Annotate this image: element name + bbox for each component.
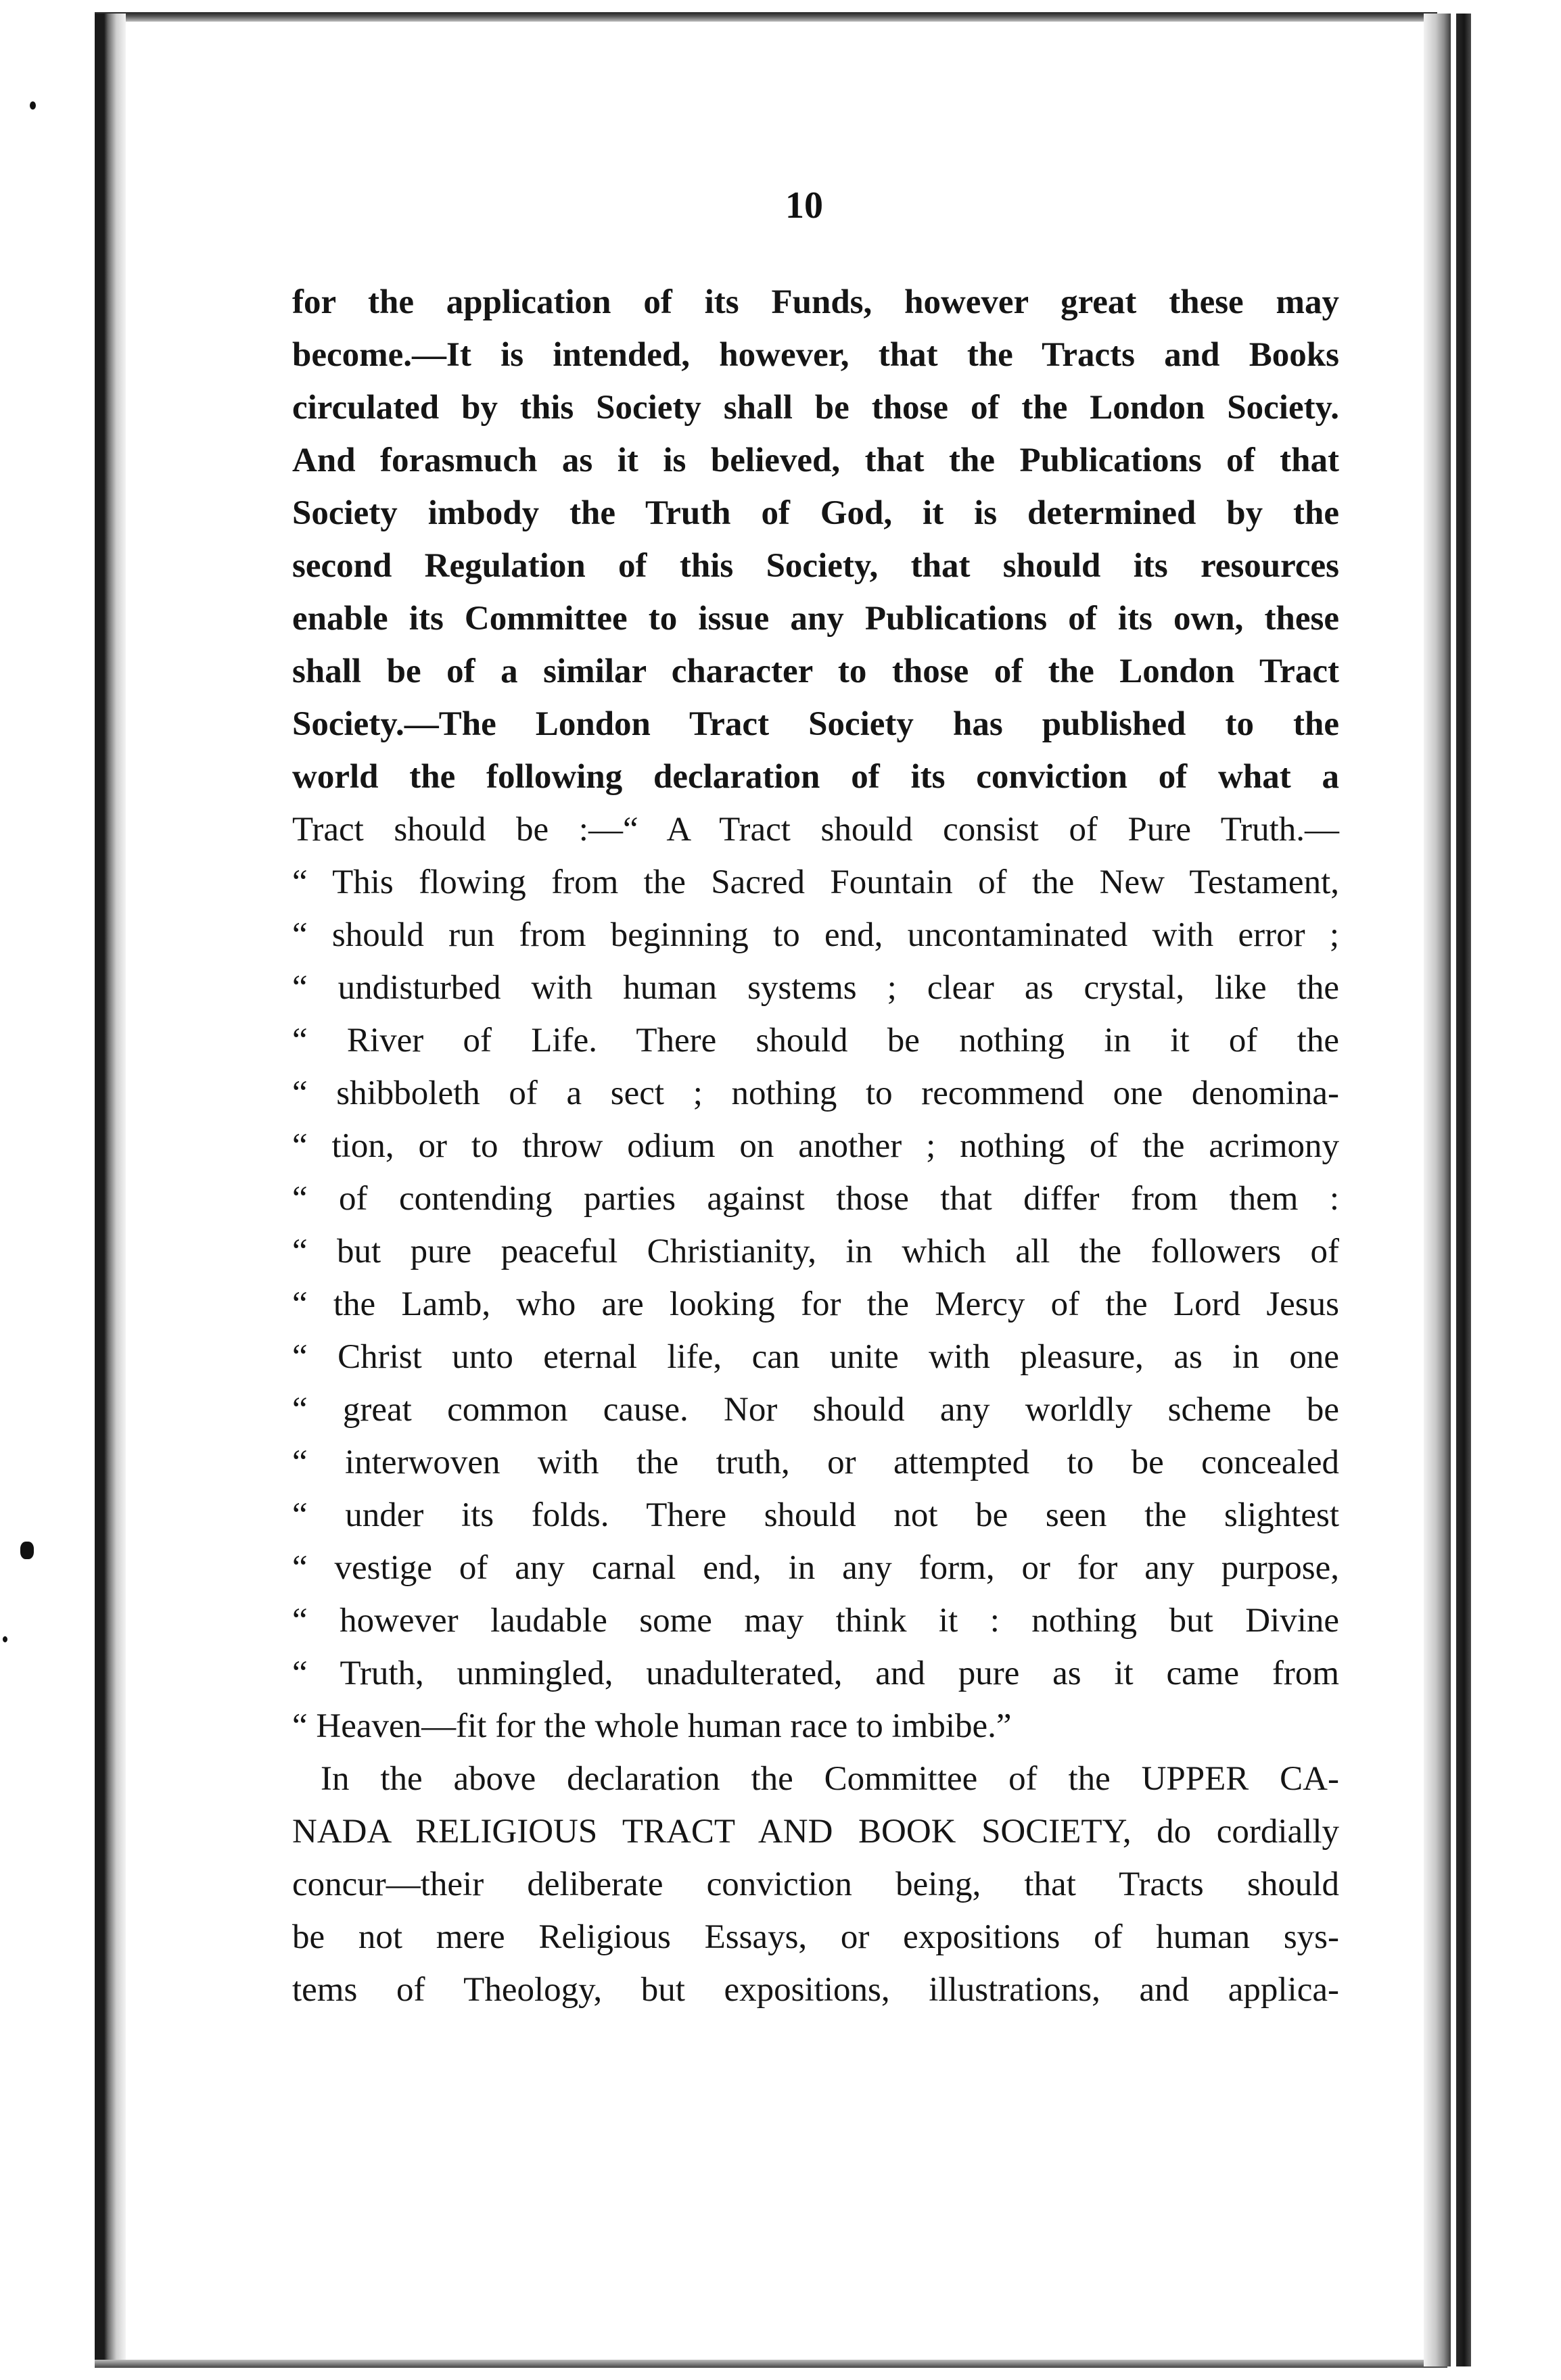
text-line: enable its Committee to issue any Publications of its own, these: [292, 600, 1339, 638]
text-line: shall be of a similar character to those of the London Tract: [292, 652, 1339, 690]
text-line: “ shibboleth of a sect ; nothing to recommend one denomina-: [292, 1074, 1339, 1112]
text-line: “ tion, or to throw odium on another ; nothing of the acrimony: [292, 1127, 1339, 1165]
text-line: “ the Lamb, who are looking for the Mercy of the Lord Jesus: [292, 1285, 1339, 1323]
text-line: world the following declaration of its conviction of what a: [292, 758, 1339, 796]
gutter-gap: [1451, 14, 1456, 2366]
text-line: “ great common cause. Nor should any worldly scheme be: [292, 1391, 1339, 1429]
page-number: 10: [785, 185, 823, 227]
text-line: for the application of its Funds, however great these may: [292, 283, 1339, 321]
text-line: “ Heaven—fit for the whole human race to imbibe.”: [292, 1707, 1012, 1745]
text-line: tems of Theology, but expositions, illustrations, and applica-: [292, 1971, 1339, 2009]
text-line: concur—their deliberate conviction being, that Tracts should: [292, 1865, 1339, 1903]
text-line: Tract should be :—“ A Tract should consist of Pure Truth.—: [292, 811, 1339, 849]
text-line: second Regulation of this Society, that should its resources: [292, 547, 1339, 585]
text-line: “ interwoven with the truth, or attempted to be concealed: [292, 1444, 1339, 1481]
book-edge-top: [95, 12, 1437, 22]
text-line: “ should run from beginning to end, uncontaminated with error ;: [292, 916, 1339, 954]
ink-speck: [20, 1542, 34, 1559]
book-edge-bottom: [95, 2360, 1447, 2368]
text-line: “ undisturbed with human systems ; clear as crystal, like the: [292, 969, 1339, 1007]
text-line: “ River of Life. There should be nothing in it of the: [292, 1022, 1339, 1060]
text-line: circulated by this Society shall be those of the London Society.: [292, 389, 1339, 427]
ink-speck: [30, 101, 36, 110]
text-line: And forasmuch as it is believed, that the Publications of that: [292, 442, 1339, 479]
text-line: “ of contending parties against those that differ from them :: [292, 1180, 1339, 1218]
text-line: “ This flowing from the Sacred Fountain of the New Testament,: [292, 863, 1339, 901]
text-line: “ under its folds. There should not be seen the slightest: [292, 1496, 1339, 1534]
text-line: Society.—The London Tract Society has published to the: [292, 705, 1339, 743]
book-edge-right: [1456, 14, 1471, 2366]
text-line: “ vestige of any carnal end, in any form, or for any purpose,: [292, 1549, 1339, 1587]
body-text: [292, 276, 1339, 2016]
ink-speck: [3, 1636, 7, 1642]
text-line: be not mere Religious Essays, or expositions of human sys-: [292, 1918, 1339, 1956]
text-line: NADA RELIGIOUS TRACT AND BOOK SOCIETY, do cordially: [292, 1813, 1339, 1851]
text-line: “ but pure peaceful Christianity, in which all the followers of: [292, 1233, 1339, 1270]
text-line: In the above declaration the Committee of the UPPER CA-: [321, 1760, 1339, 1798]
text-line: “ Christ unto eternal life, can unite with pleasure, as in one: [292, 1338, 1339, 1376]
text-line: “ however laudable some may think it : nothing but Divine: [292, 1602, 1339, 1640]
text-line: “ Truth, unmingled, unadulterated, and pure as it came from: [292, 1655, 1339, 1692]
text-line: Society imbody the Truth of God, it is determined by the: [292, 494, 1339, 532]
book-edge-left: [95, 14, 126, 2360]
page-gutter-shadow: [1424, 14, 1451, 2366]
text-line: become.—It is intended, however, that the Tracts and Books: [292, 336, 1339, 374]
